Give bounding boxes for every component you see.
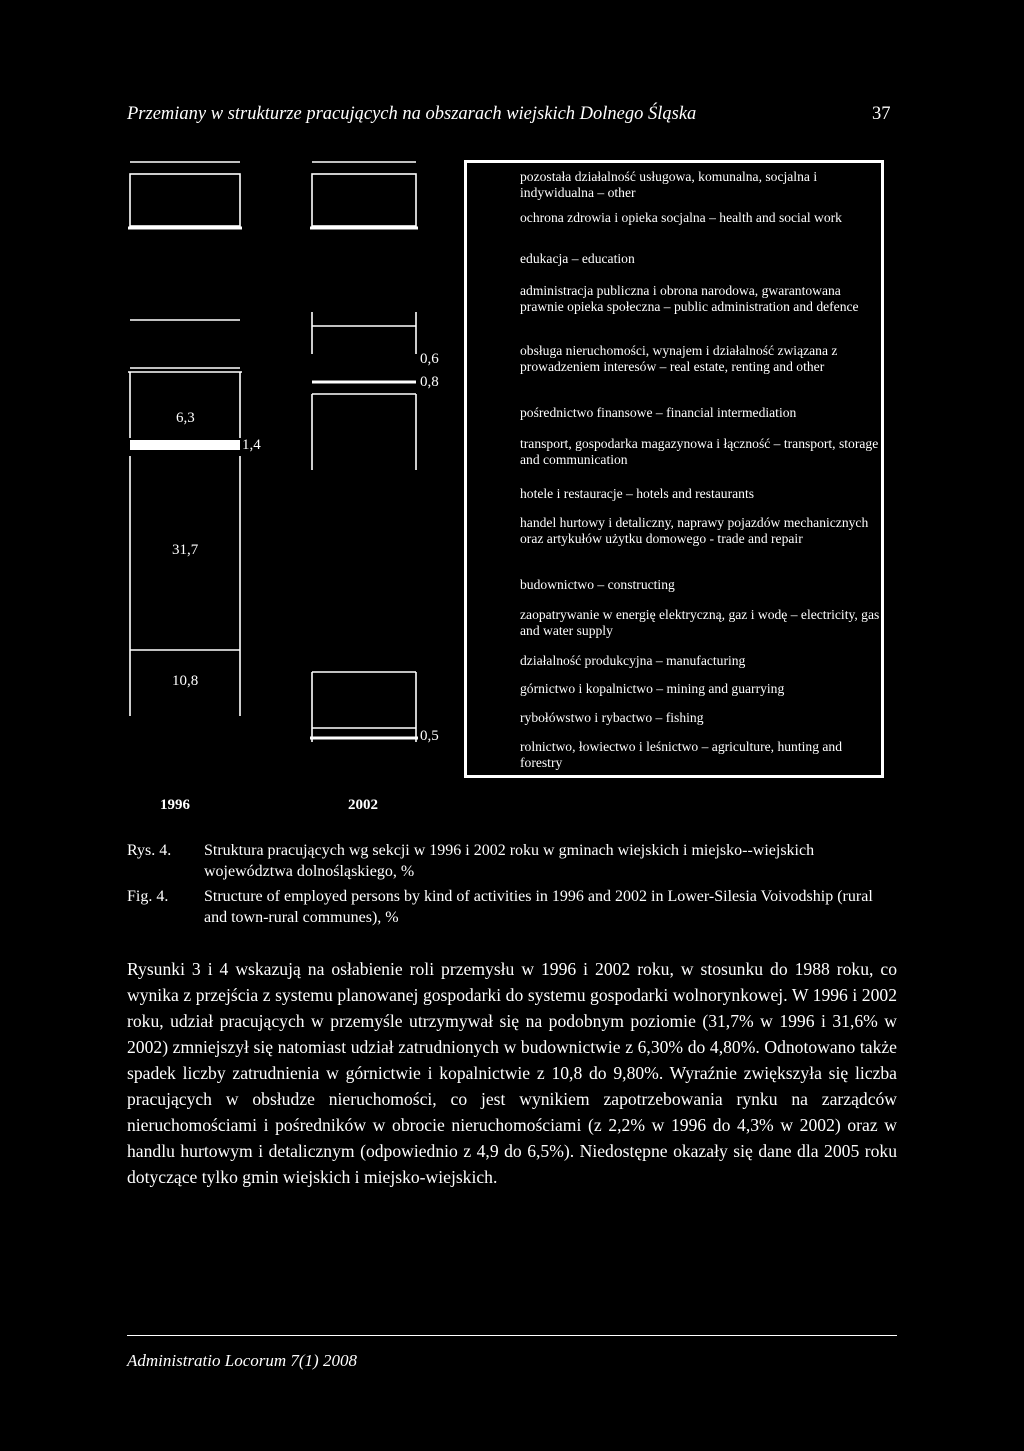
body-paragraph: Rysunki 3 i 4 wskazują na osłabienie roli przemysłu w 1996 i 2002 roku, w stosunku do 1988 roku, co wynika z przejścia z systemu planowanej gospodarki do systemu gospodarki wolnorynkowej. W 1996 i 2002 roku, udział pracujących w przemyśle utrzymywał się na podobnym poziomie (31,7% w 1996 i 31,6% w 2002) zmniejszył się natomiast udział zatrudnionych w budownictwie z 6,30% do 4,80%. Odnotowano także spadek liczby zatrudnienia w górnictwie i kopalnictwie z 10,8 do 9,80%. Wyraźnie zwiększyła się liczba pracujących w obsłudze nieruchomości, co jest wynikiem zapotrzebowania rynku na zarządców nieruchomościami i pośredników w obrocie nieruchomościami (z 2,2% w 1996 do 4,3% w 2002) oraz w handlu hurtowym i detalicznym (odpowiednio z 4,9 do 6,5%). Niedostępne okazały się dane dla 2005 roku dotyczące tylko gmin wiejskich i miejsko-wiejskich. — [127, 959, 897, 1187]
bar-2002-label-1: 0,6 — [420, 351, 439, 367]
page-number: 37 — [872, 104, 891, 124]
caption-en-text: Structure of employed persons by kind of activities in 1996 and 2002 in Lower-Silesia Voivodship (rural and town-rural communes), % — [204, 888, 873, 926]
legend-item-financial: pośrednictwo finansowe – financial intermediation — [520, 405, 797, 420]
legend-item-energy: zaopatrywanie w energię elektryczną, gaz i wodę – electricity, gas and water supply — [520, 607, 880, 638]
legend-item-transport: transport, gospodarka magazynowa i łączność – transport, storage and communication — [520, 436, 879, 467]
bar-2002-segment-other — [312, 174, 416, 226]
legend-item-public-administration: administracja publiczna i obrona narodowa, gwarantowana prawnie opieka społeczna – public administration and defence — [520, 283, 859, 314]
legend-item-agriculture: rolnictwo, łowiectwo i leśnictwo – agriculture, hunting and forestry — [520, 739, 843, 770]
legend-item-constructing: budownictwo – constructing — [520, 577, 675, 592]
bar-2002-label-2: 0,8 — [420, 374, 439, 390]
bar-1996-label-energy: 1,4 — [242, 437, 261, 453]
running-header-title: Przemiany w strukturze pracujących na obszarach wiejskich Dolnego Śląska — [127, 104, 697, 124]
bar-1996-label-mining: 10,8 — [172, 673, 199, 689]
footer-rule — [127, 1335, 897, 1336]
footer-journal: Administratio Locorum 7(1) 2008 — [127, 1351, 357, 1370]
bar-1996-segment-other — [130, 174, 240, 226]
bar-2002-outline — [310, 162, 418, 742]
legend-item-mining: górnictwo i kopalnictwo – mining and guarrying — [520, 681, 785, 696]
caption-en-label: Fig. 4. — [127, 888, 169, 905]
legend-item-health: ochrona zdrowia i opieka socjalna – health and social work — [520, 210, 842, 225]
x-tick-1996: 1996 — [160, 797, 190, 813]
bar-1996-outline — [128, 162, 242, 716]
caption-pl-text: Struktura pracujących wg sekcji w 1996 i 2002 roku w gminach wiejskich i miejsko--wiejskich województwa dolnośląskiego, % — [204, 842, 815, 880]
bar-2002-label-fishing: 0,5 — [420, 728, 439, 744]
legend-item-fishing: rybołówstwo i rybactwo – fishing — [520, 710, 704, 725]
bar-1996-segment-construction — [130, 440, 240, 450]
legend-item-other: pozostała działalność usługowa, komunalna, socjalna i indywidualna – other — [520, 169, 818, 200]
bar-1996-label-manufacturing: 31,7 — [172, 542, 199, 558]
legend-item-manufacturing: działalność produkcyjna – manufacturing — [520, 653, 746, 668]
caption-pl-label: Rys. 4. — [127, 842, 172, 859]
legend-item-trade: handel hurtowy i detaliczny, naprawy pojazdów mechanicznych oraz artykułów użytku domowego - trade and repair — [520, 515, 869, 546]
legend-item-hotels: hotele i restauracje – hotels and restaurants — [520, 486, 755, 501]
x-tick-2002: 2002 — [348, 797, 378, 813]
legend-item-education: edukacja – education — [520, 251, 635, 266]
legend-item-real-estate: obsługa nieruchomości, wynajem i działalność związana z prowadzeniem interesów – real estate, renting and other — [520, 343, 838, 374]
bar-1996-label-construction: 6,3 — [176, 410, 195, 426]
